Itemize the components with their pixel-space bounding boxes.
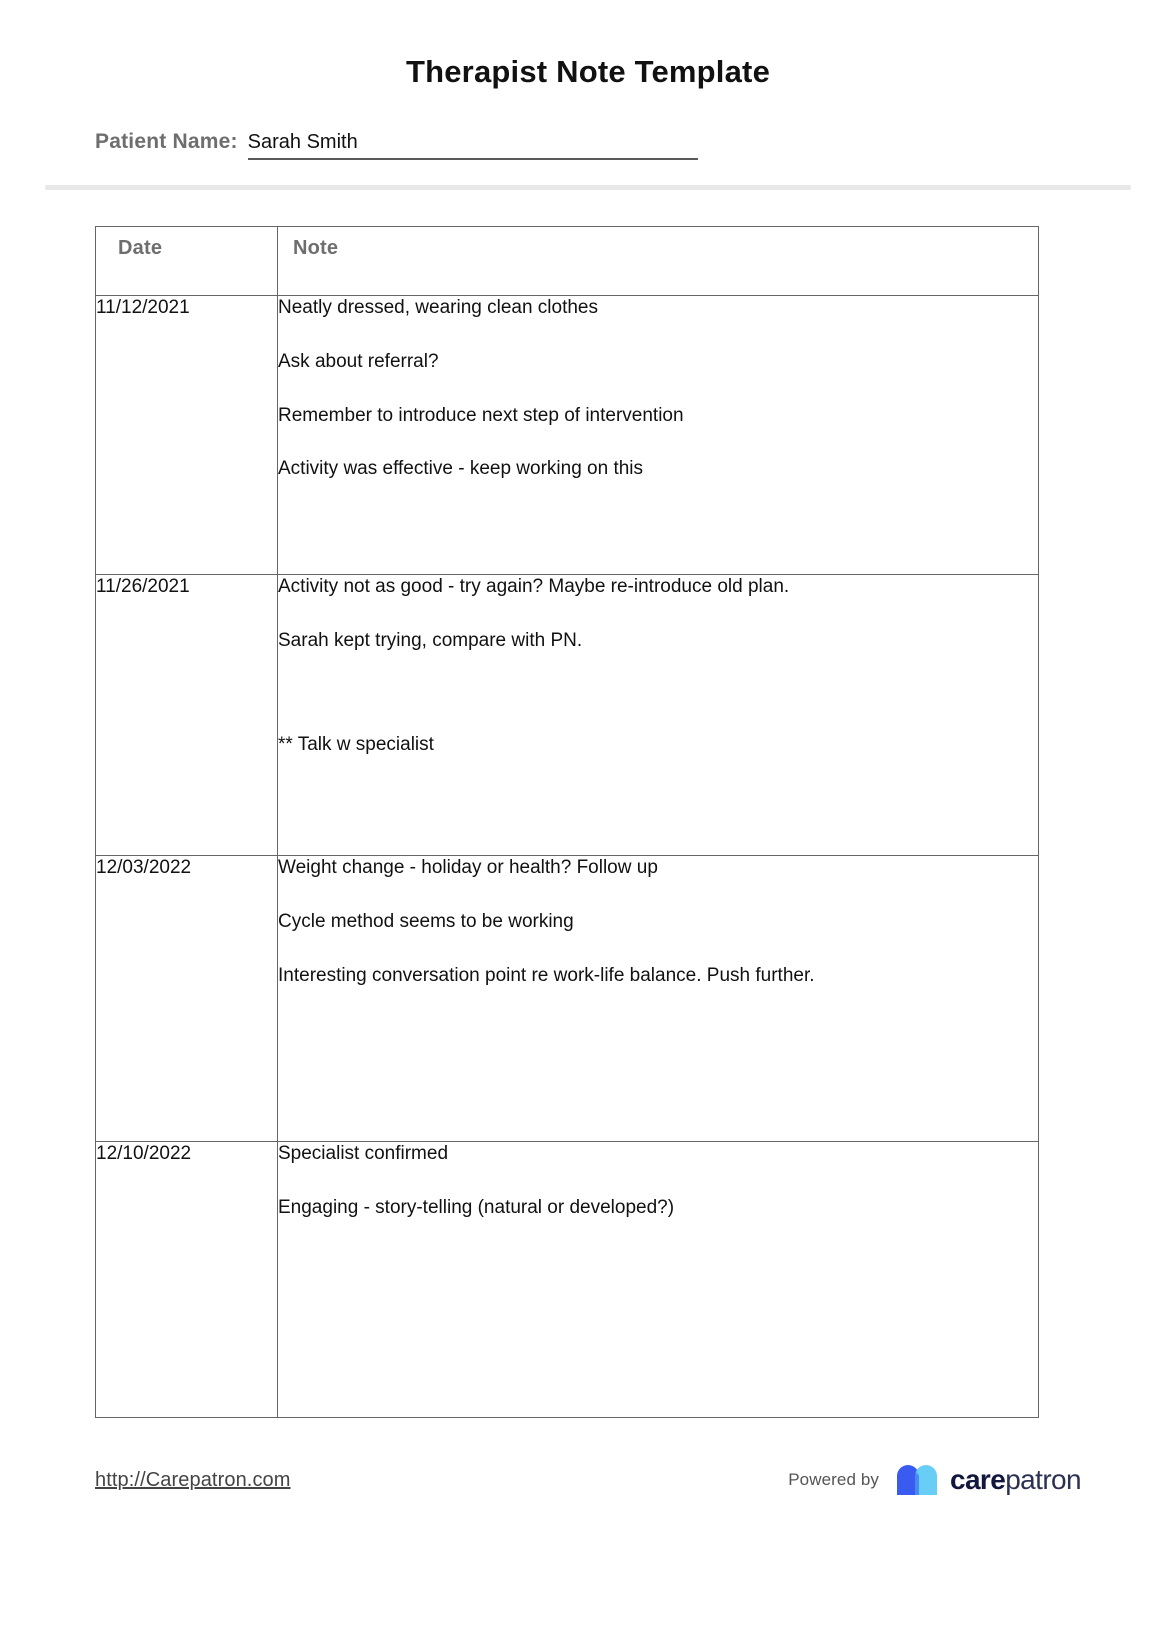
table-header-row [96, 227, 1039, 296]
carepatron-wordmark [950, 1466, 1081, 1494]
carepatron-logo-icon [897, 1463, 941, 1497]
notes-table-head [96, 227, 1039, 296]
note-line-blank [278, 683, 1038, 704]
page-title: Therapist Note Template [405, 54, 771, 89]
note-line: Activity not as good - try again? Maybe re-introduce old plan. [278, 576, 790, 598]
note-date-cell[interactable]: 12/03/2022 [96, 856, 278, 1142]
wordmark-patron: patron [1005, 1464, 1081, 1495]
table-row [96, 1142, 1039, 1418]
note-date-cell[interactable]: 11/26/2021 [96, 575, 278, 856]
note-line: Ask about referral? [278, 350, 439, 372]
note-line: Sarah kept trying, compare with PN. [278, 629, 583, 651]
page-footer [95, 1463, 1081, 1497]
column-header-date: Date [96, 227, 278, 296]
note-text-cell[interactable] [278, 1142, 1039, 1418]
patient-name-value[interactable]: Sarah Smith [247, 131, 358, 154]
table-row [96, 856, 1039, 1142]
header-divider [45, 185, 1131, 190]
note-line: ** Talk w specialist [278, 733, 434, 755]
note-line: Engaging - story-telling (natural or developed?) [278, 1196, 675, 1218]
patient-name-label: Patient Name: [95, 130, 238, 154]
table-row [96, 575, 1039, 856]
note-line: Neatly dressed, wearing clean clothes [278, 297, 599, 319]
notes-table-container [95, 226, 1081, 1418]
note-date-cell[interactable]: 11/12/2021 [96, 296, 278, 575]
note-line: Activity was effective - keep working on this [278, 458, 644, 480]
column-header-note: Note [278, 227, 1039, 296]
note-text-cell[interactable] [278, 296, 1039, 575]
note-date-cell[interactable]: 12/10/2022 [96, 1142, 278, 1418]
note-text-cell[interactable] [278, 575, 1039, 856]
note-line: Interesting conversation point re work-life balance. Push further. [278, 964, 815, 986]
note-line: Specialist confirmed [278, 1143, 449, 1165]
powered-by-label: Powered by [788, 1470, 879, 1489]
wordmark-care: care [949, 1464, 1006, 1495]
note-text-cell[interactable] [278, 856, 1039, 1142]
note-line: Remember to introduce next step of intervention [278, 404, 684, 426]
note-line: Weight change - holiday or health? Follow up [278, 857, 658, 879]
powered-by-block [788, 1463, 1081, 1497]
carepatron-logo [897, 1463, 1081, 1497]
notes-table-body [96, 296, 1039, 1418]
notes-table [95, 226, 1039, 1418]
carepatron-website-link[interactable]: http://Carepatron.com [95, 1468, 291, 1491]
patient-name-field[interactable] [248, 130, 698, 160]
patient-name-row [0, 130, 1176, 160]
table-row [96, 296, 1039, 575]
note-line: Cycle method seems to be working [278, 910, 574, 932]
